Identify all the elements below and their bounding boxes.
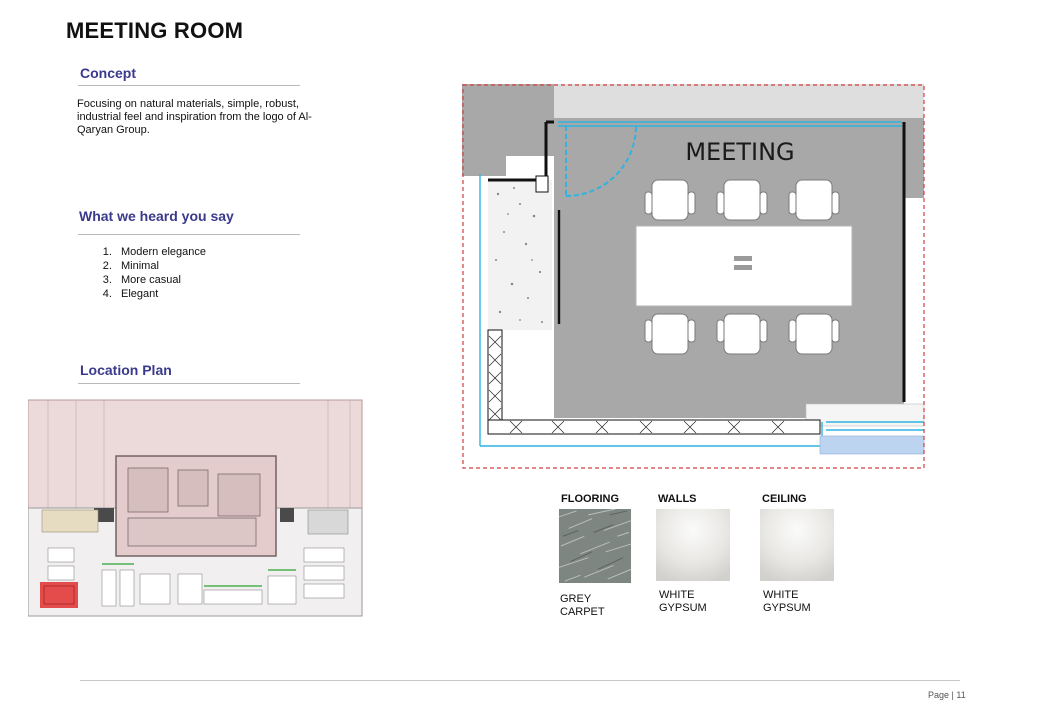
concept-rule: [78, 85, 300, 86]
heard-item: 1. Modern elegance: [115, 245, 297, 259]
heard-item: 4. Elegant: [115, 287, 297, 301]
page-title: MEETING ROOM: [66, 18, 244, 43]
ceiling-heading: CEILING: [762, 493, 807, 505]
heard-heading: What we heard you say: [79, 208, 234, 224]
ceiling-label-line: GYPSUM: [763, 602, 811, 614]
heard-item: 2. Minimal: [115, 259, 297, 273]
flooring-label: [560, 593, 605, 619]
white-gypsum-ceiling-swatch: [760, 508, 834, 582]
room-label: MEETING: [685, 138, 795, 166]
footer-rule: [80, 680, 960, 681]
page-number: Page | 11: [928, 690, 966, 700]
location-heading: Location Plan: [80, 362, 172, 378]
heard-list-wrap: [77, 245, 297, 301]
white-gypsum-wall-swatch: [656, 508, 730, 582]
walls-label-line: GYPSUM: [659, 602, 707, 614]
flooring-heading: FLOORING: [561, 493, 620, 505]
walls-label-line: WHITE: [659, 589, 695, 601]
location-rule: [78, 383, 300, 384]
flooring-label-line: GREY: [560, 593, 592, 605]
concept-line: Qaryan Group.: [77, 124, 150, 136]
heard-item: 3. More casual: [115, 273, 297, 287]
heard-list: [77, 245, 297, 301]
concept-heading: Concept: [80, 65, 136, 81]
walls-label: [659, 589, 707, 615]
floor-plan-image: [462, 84, 926, 470]
location-plan-image: [28, 398, 364, 618]
flooring-label-line: CARPET: [560, 606, 605, 618]
heard-rule: [78, 234, 300, 235]
concept-text: [77, 98, 357, 137]
grey-carpet-swatch: [558, 509, 632, 583]
ceiling-label-line: WHITE: [763, 589, 799, 601]
concept-line: Focusing on natural materials, simple, robust,: [77, 98, 299, 110]
concept-line: industrial feel and inspiration from the logo of Al-: [77, 111, 312, 123]
walls-heading: WALLS: [658, 493, 697, 505]
ceiling-label: [763, 589, 811, 615]
